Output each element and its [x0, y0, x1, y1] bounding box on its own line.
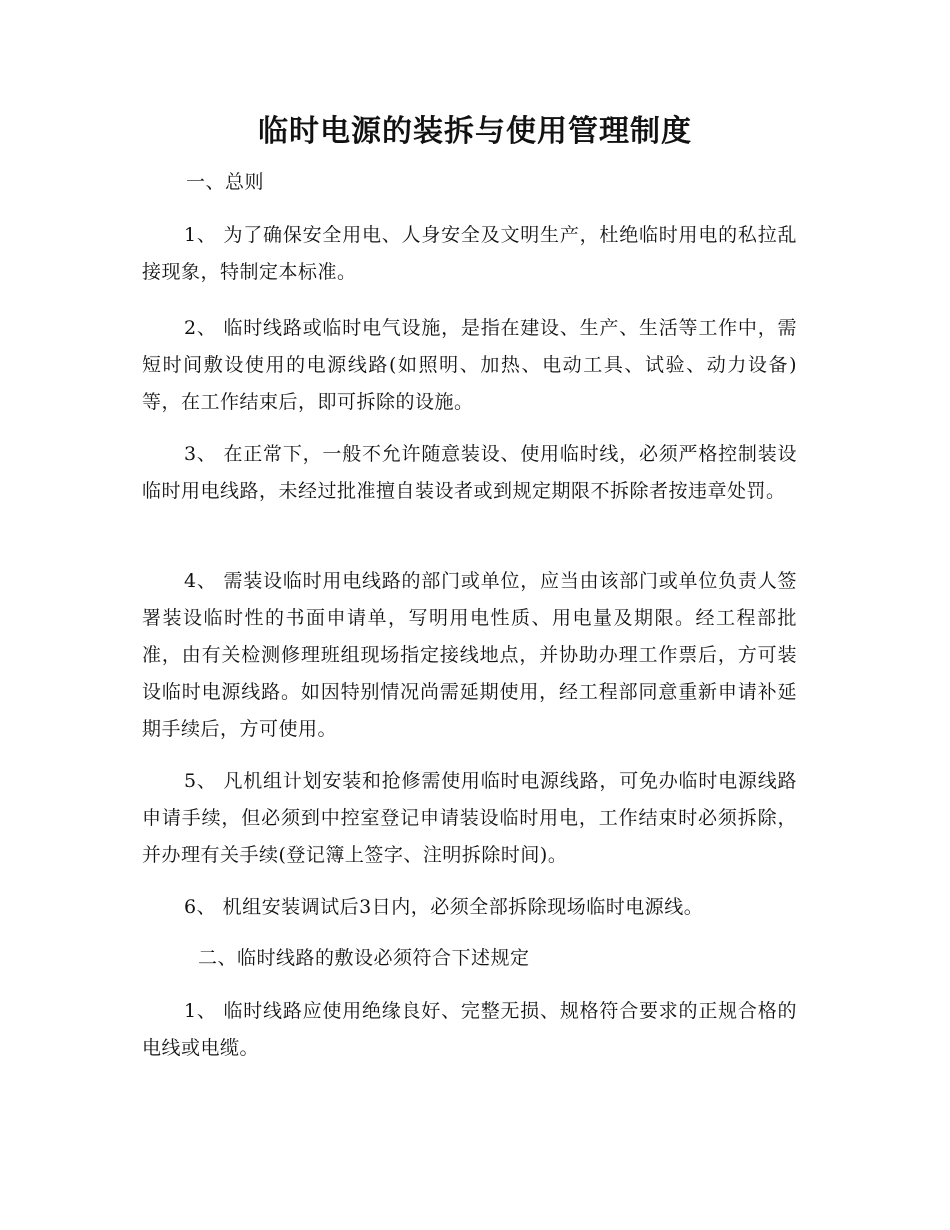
paragraph-4: 4、 需装设临时用电线路的部门或单位，应当由该部门或单位负责人签署装设临时性的书面申请单，写明用电性质、用电量及期限。经工程部批准，由有关检测修理班组现场指定接线地点，并协助办理工作票后，方可装设临时电源线路。如因特别情况尚需延期使用，经工程部同意重新申请补延期手续后，方可使用。 — [142, 570, 797, 740]
paragraph-1: 1、 为了确保安全用电、人身安全及文明生产，杜绝临时用电的私拉乱接现象，特制定本标准。 — [142, 224, 797, 283]
paragraph-3: 3、 在正常下，一般不允许随意装设、使用临时线，必须严格控制装设临时用电线路，未经过批准擅自装设者或到规定期限不拆除者按违章处罚。 — [142, 443, 797, 502]
section-heading-general: 一、总则 — [186, 171, 265, 193]
paragraph-5: 5、 凡机组计划安装和抢修需使用临时电源线路，可免办临时电源线路申请手续，但必须到中控室登记申请装设临时用电，工作结束时必须拆除，并办理有关手续(登记簿上签字、注明拆除时间)。 — [142, 770, 797, 866]
document-title: 临时电源的装拆与使用管理制度 — [258, 114, 692, 149]
section-heading-temporary-lines: 二、临时线路的敷设必须符合下述规定 — [198, 947, 530, 969]
paragraph-section2-1: 1、 临时线路应使用绝缘良好、完整无损、规格符合要求的正规合格的电线或电缆。 — [142, 1000, 797, 1059]
paragraph-6: 6、 机组安装调试后3日内，必须全部拆除现场临时电源线。 — [184, 896, 704, 918]
paragraph-2: 2、 临时线路或临时电气设施，是指在建设、生产、生活等工作中，需短时间敷设使用的电源线路(如照明、加热、电动工具、试验、动力设备)等，在工作结束后，即可拆除的设施。 — [142, 317, 797, 413]
